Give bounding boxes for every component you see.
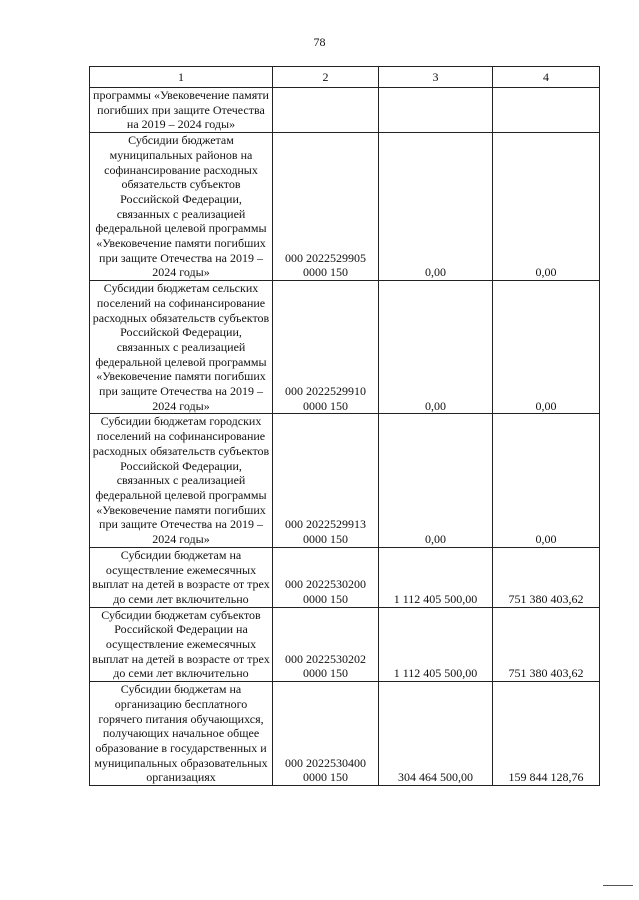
- row-value-col3: 0,00: [379, 414, 493, 547]
- row-value-col4: [493, 88, 600, 133]
- row-value-col3: [379, 88, 493, 133]
- row-value-col3: 0,00: [379, 133, 493, 281]
- table-row: [90, 88, 600, 133]
- column-header-2: 2: [273, 67, 379, 88]
- row-value-col4: 0,00: [493, 133, 600, 281]
- row-value-col4: 0,00: [493, 281, 600, 414]
- page-edge-line: [603, 885, 633, 886]
- row-value-col3: 1 112 405 500,00: [379, 607, 493, 682]
- row-value-col4: 751 380 403,62: [493, 547, 600, 607]
- budget-table: [89, 66, 600, 786]
- row-code: [273, 88, 379, 133]
- table-row: [90, 607, 600, 682]
- row-code: 000 2022530400 0000 150: [273, 682, 379, 786]
- row-name: Субсидии бюджетам сельских поселений на софинансирование расходных обязательств субъектов Российской Федерации, связанных с реализацией федеральной целевой программы «Увековечение памяти погибших при защите Отечества на 2019 – 2024 годы»: [90, 281, 273, 414]
- row-value-col4: 0,00: [493, 414, 600, 547]
- table-header-row: [90, 67, 600, 88]
- row-name: Субсидии бюджетам на организацию бесплатного горячего питания обучающихся, получающих начальное общее образование в государственных и муниципальных образовательных организациях: [90, 682, 273, 786]
- table-row: [90, 414, 600, 547]
- row-code: 000 2022530202 0000 150: [273, 607, 379, 682]
- row-value-col4: 751 380 403,62: [493, 607, 600, 682]
- column-header-4: 4: [493, 67, 600, 88]
- row-value-col3: 1 112 405 500,00: [379, 547, 493, 607]
- row-code: 000 2022530200 0000 150: [273, 547, 379, 607]
- row-value-col3: 304 464 500,00: [379, 682, 493, 786]
- row-value-col4: 159 844 128,76: [493, 682, 600, 786]
- row-name: Субсидии бюджетам муниципальных районов на софинансирование расходных обязательств субъектов Российской Федерации, связанных с реализацией федеральной целевой программы «Увековечение памяти погибших при защите Отечества на 2019 – 2024 годы»: [90, 133, 273, 281]
- page-number: 78: [313, 35, 326, 49]
- row-code: 000 2022529913 0000 150: [273, 414, 379, 547]
- table-row: [90, 682, 600, 786]
- table-row: [90, 547, 600, 607]
- column-header-1: 1: [90, 67, 273, 88]
- row-code: 000 2022529905 0000 150: [273, 133, 379, 281]
- row-name: программы «Увековечение памяти погибших при защите Отечества на 2019 – 2024 годы»: [90, 88, 273, 133]
- table-row: [90, 133, 600, 281]
- row-name: Субсидии бюджетам на осуществление ежемесячных выплат на детей в возрасте от трех до семи лет включительно: [90, 547, 273, 607]
- column-header-3: 3: [379, 67, 493, 88]
- row-code: 000 2022529910 0000 150: [273, 281, 379, 414]
- row-name: Субсидии бюджетам субъектов Российской Федерации на осуществление ежемесячных выплат на детей в возрасте от трех до семи лет включительно: [90, 607, 273, 682]
- row-name: Субсидии бюджетам городских поселений на софинансирование расходных обязательств субъектов Российской Федерации, связанных с реализацией федеральной целевой программы «Увековечение памяти погибших при защите Отечества на 2019 – 2024 годы»: [90, 414, 273, 547]
- table-row: [90, 281, 600, 414]
- row-value-col3: 0,00: [379, 281, 493, 414]
